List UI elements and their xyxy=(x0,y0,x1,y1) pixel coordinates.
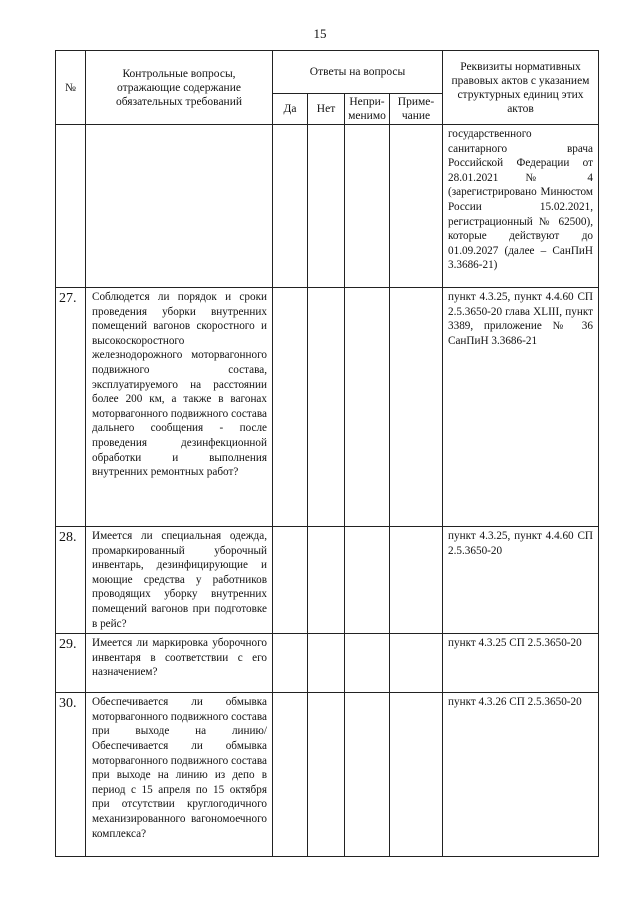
row-number xyxy=(56,125,86,288)
row-requisites: государственного санитарного врача Российской Федерации от 28.01.2021 № 4 (зарегистрировано Минюстом России 15.02.2021, регистрационный № 62500), которые действуют до 01.09.2027 (далее – СанПиН 3.3686-21) xyxy=(443,125,599,288)
table-row xyxy=(56,634,599,693)
answer-yes-cell[interactable] xyxy=(273,693,308,857)
answer-not-applicable-cell[interactable] xyxy=(345,527,390,634)
page-number: 15 xyxy=(313,26,327,41)
header-no: Нет xyxy=(308,94,345,125)
header-not-applicable: Непри-менимо xyxy=(345,94,390,125)
table-row xyxy=(56,693,599,857)
answer-yes-cell[interactable] xyxy=(273,125,308,288)
header-questions: Контрольные вопросы, отражающие содержание обязательных требований xyxy=(86,51,273,125)
answer-not-applicable-cell[interactable] xyxy=(345,125,390,288)
header-number: № xyxy=(56,51,86,125)
row-question xyxy=(86,125,273,288)
row-question: Соблюдется ли порядок и сроки проведения уборки внутренних помещений вагонов скоростного и высокоскоростного железнодорожного моторвагонного подвижного состава, эксплуатируемого на расстоянии более 200 км, а также в вагонах моторвагонного подвижного состава дальнего сообщения - после проведения дезинфекционной обработки и выполнения внутренних ремонтных работ? xyxy=(86,288,273,527)
answer-no-cell[interactable] xyxy=(308,288,345,527)
answer-no-cell[interactable] xyxy=(308,693,345,857)
row-requisites: пункт 4.3.26 СП 2.5.3650-20 xyxy=(443,693,599,857)
header-yes: Да xyxy=(273,94,308,125)
answer-no-cell[interactable] xyxy=(308,527,345,634)
answer-yes-cell[interactable] xyxy=(273,634,308,693)
answer-note-cell[interactable] xyxy=(390,693,443,857)
answer-note-cell[interactable] xyxy=(390,288,443,527)
row-number: 28. xyxy=(56,527,86,634)
row-question: Имеется ли специальная одежда, промаркированный уборочный инвентарь, дезинфицирующие и моющие средства у работников проводящих уборку внутренних помещений вагонов при подготовке в рейс? xyxy=(86,527,273,634)
row-question: Имеется ли маркировка уборочного инвентаря в соответствии с его назначением? xyxy=(86,634,273,693)
row-requisites: пункт 4.3.25, пункт 4.4.60 СП 2.5.3650-20 глава XLIII, пункт 3389, приложение № 36 СанПиН 3.3686-21 xyxy=(443,288,599,527)
row-requisites: пункт 4.3.25 СП 2.5.3650-20 xyxy=(443,634,599,693)
row-question: Обеспечивается ли обмывка моторвагонного подвижного состава при выходе на линию/ Обеспечивается ли обмывка моторвагонного подвижного состава при выходе на линию из депо в период с 15 апреля по 15 октября при отсутствии круглогодичного механизированного вагономоечного комплекса? xyxy=(86,693,273,857)
checklist-table xyxy=(55,50,599,857)
answer-not-applicable-cell[interactable] xyxy=(345,693,390,857)
answer-note-cell[interactable] xyxy=(390,125,443,288)
table-row xyxy=(56,125,599,288)
header-answers: Ответы на вопросы xyxy=(273,51,443,94)
header-row xyxy=(56,51,599,94)
answer-note-cell[interactable] xyxy=(390,634,443,693)
row-number: 27. xyxy=(56,288,86,527)
header-note: Приме-чание xyxy=(390,94,443,125)
table-row xyxy=(56,288,599,527)
header-requisites: Реквизиты нормативных правовых актов с указанием структурных единиц этих актов xyxy=(443,51,599,125)
answer-not-applicable-cell[interactable] xyxy=(345,634,390,693)
answer-yes-cell[interactable] xyxy=(273,527,308,634)
row-number: 30. xyxy=(56,693,86,857)
row-number: 29. xyxy=(56,634,86,693)
table-row xyxy=(56,527,599,634)
answer-note-cell[interactable] xyxy=(390,527,443,634)
row-requisites: пункт 4.3.25, пункт 4.4.60 СП 2.5.3650-20 xyxy=(443,527,599,634)
answer-no-cell[interactable] xyxy=(308,125,345,288)
answer-no-cell[interactable] xyxy=(308,634,345,693)
answer-not-applicable-cell[interactable] xyxy=(345,288,390,527)
answer-yes-cell[interactable] xyxy=(273,288,308,527)
